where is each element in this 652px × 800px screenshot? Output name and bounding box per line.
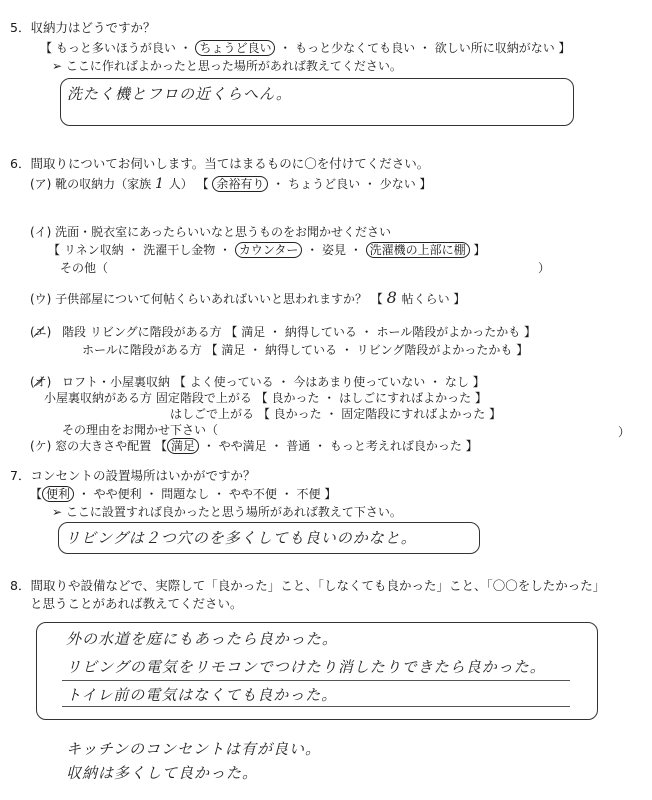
q6-o-line3: はしごで上がる 【 良かった ・ 固定階段にすればよかった 】 [170,407,502,421]
q6-o-reason: その理由をお聞かせ下さい（ [62,423,219,437]
q8-title-2: と思うことがあれば教えてください。 [30,596,243,611]
q5-options: 【 もっと多いほうが良い ・ ちょうど良い ・ もっと少なくても良い ・ 欲しい所に収納がない 】 [40,41,571,55]
q8-answer-3: トイレ前の電気はなくても良かった。 [66,686,338,704]
q6-e-line1: 階段 リビングに階段がある方 【 満足 ・ 納得している ・ ホール階段がよかったかも 】 [62,325,537,339]
q6-i-other: その他（ [60,261,109,275]
q6-u-line: (ウ) 子供部屋について何帖くらいあればいいと思われますか？ 【 8 帖くらい 】 [30,288,466,307]
q5-title: 5．収納力はどうですか？ [10,20,156,35]
q6-ke-selected[interactable]: 満足 [167,438,199,454]
q6-i-selected-counter[interactable]: カウンター [235,242,303,258]
q5-answer: 洗たく機とフロの近くらへん。 [67,85,292,103]
q6-e-label: (エ) [30,325,52,339]
q8-extra-1: キッチンのコンセントは有が良い。 [66,740,321,758]
q8-rule-1 [62,680,570,681]
q7-options: 【 便利 ・ やや便利 ・ 問題なし ・ やや不便 ・ 不便 】 [30,487,337,501]
q6-o-line2: 小屋裏収納がある方 固定階段で上がる 【 良かった ・ はしごにすればよかった 】 [44,391,487,405]
q6-i-selected-shelf[interactable]: 洗濯機の上部に棚 [366,242,470,258]
q8-answer-1: 外の水道を庭にもあったら良かった。 [66,630,338,648]
q7-title: 7．コンセントの設置場所はいかがですか？ [10,468,256,483]
q6-o-line1: ロフト・小屋裏収納 【 よく使っている ・ 今はあまり使っていない ・ なし 】 [62,375,485,389]
q7-followup: ➢ ここに設置すれば良かったと思う場所があれば教えて下さい。 [52,505,402,519]
q5-selected-option[interactable]: ちょうど良い [195,40,275,56]
q6-i-title: (イ) 洗面・脱衣室にあったらいいなと思うものをお聞かせください [30,225,392,239]
q5-followup: ➢ ここに作ればよかったと思った場所があれば教えてください。 [52,59,402,73]
q6-o-label: (オ) [30,375,52,389]
q7-answer-box[interactable] [58,522,480,554]
q6-title: 6．間取りについてお伺いします。当てはまるものに〇を付けてください。 [10,156,430,171]
q8-answer-2: リビングの電気をリモコンでつけたり消したりできたら良かった。 [66,658,546,676]
q6-a-selected[interactable]: 余裕有り [212,176,268,192]
q7-answer: リビングは２つ穴のを多くしても良いのかなと。 [65,529,417,547]
q7-selected[interactable]: 便利 [42,486,74,502]
q6-i-other-close: ） [538,261,551,275]
q6-a-count: 1 [155,176,165,192]
q6-e-line2: ホールに階段がある方 【 満足 ・ 納得している ・ リビング階段がよかったかも 】 [82,343,529,357]
q6-a-line: (ア) 靴の収納力（家族 1 人） 【 余裕有り ・ ちょうど良い ・ 少ない 】 [30,176,432,192]
q8-extra-2: 収納は多くして良かった。 [66,764,259,782]
q6-i-options: 【 リネン収納 ・ 洗濯干し金物 ・ カウンター ・ 姿見 ・ 洗濯機の上部に棚 】 [48,243,486,257]
q6-u-answer: 8 [386,288,398,307]
q6-o-reason-close: ） [618,425,631,439]
q5-answer-box[interactable] [60,78,574,126]
q6-ke-line: (ケ) 窓の大きさや配置 【 満足 ・ やや満足 ・ 普通 ・ もっと考えれば良かった 】 [30,439,478,453]
q8-title: 8．間取りや設備などで、実際して「良かった」こと、「しなくても良かった」こと、「〇〇をしたかった」 [10,578,606,593]
q8-rule-2 [62,706,570,707]
